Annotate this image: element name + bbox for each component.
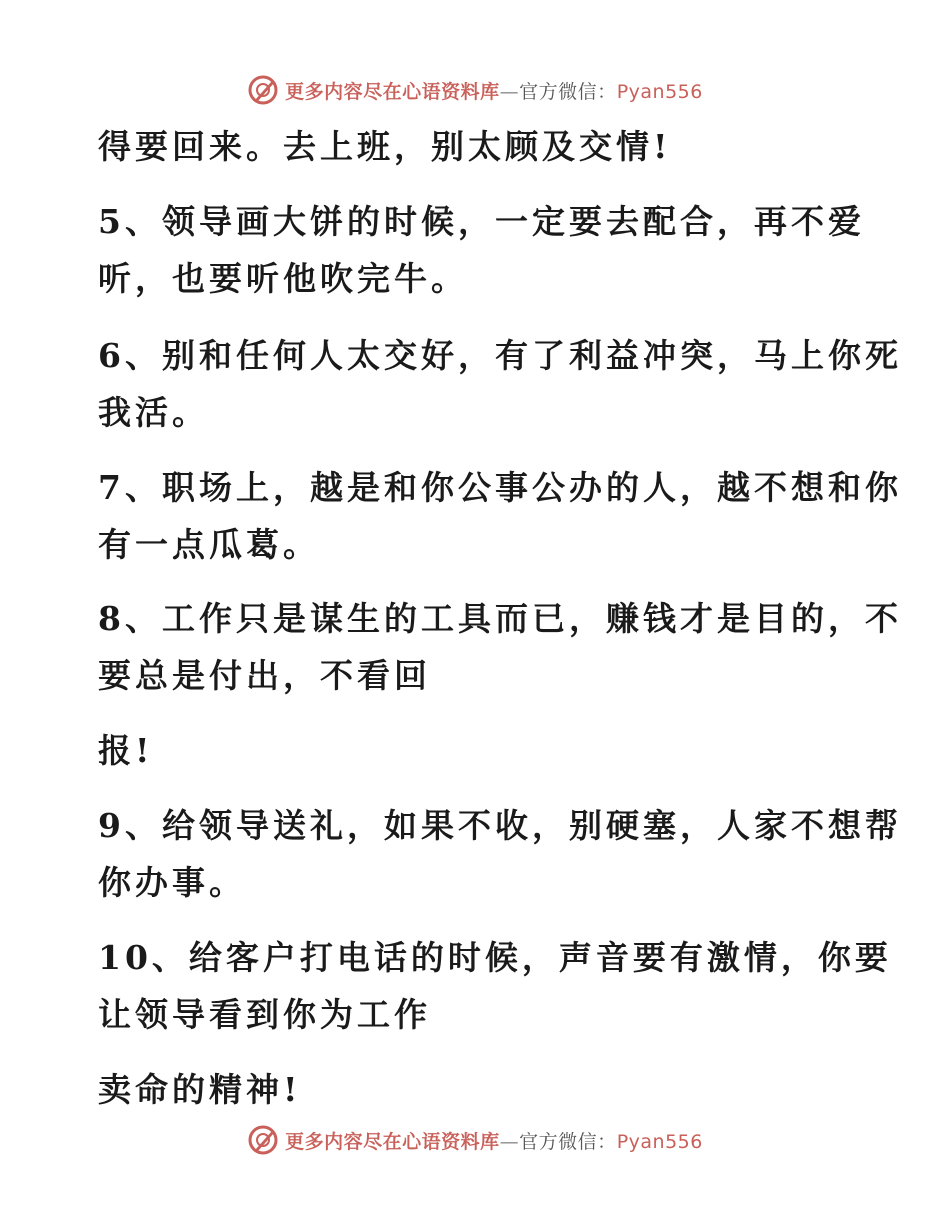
brand-logo-icon	[247, 1124, 279, 1156]
text-line: 你办事。	[98, 863, 246, 902]
text-line: 7、职场上，越是和你公事公办的人，越不想和你	[98, 468, 902, 507]
text-line: 9、给领导送礼，如果不收，别硬塞，人家不想帮	[98, 806, 902, 845]
text-line: 听，也要听他吹完牛。	[98, 259, 468, 298]
watermark-id: Pyan556	[616, 1130, 703, 1153]
watermark-text	[285, 77, 703, 104]
watermark-id: Pyan556	[616, 80, 703, 103]
watermark-lead: 更多内容尽在心语资料库	[285, 1130, 500, 1153]
text-line: 报!	[98, 731, 154, 770]
watermark-tail: 官方微信：	[519, 80, 617, 103]
text-line: 得要回来。去上班，别太顾及交情!	[98, 127, 672, 166]
watermark-dash: —	[499, 80, 520, 103]
text-line: 要总是付出，不看回	[98, 656, 431, 695]
header-watermark	[0, 70, 950, 110]
text-line: 让领导看到你为工作	[98, 995, 431, 1034]
watermark-lead: 更多内容尽在心语资料库	[285, 80, 500, 103]
text-line: 10、给客户打电话的时候，声音要有激情，你要	[98, 938, 892, 977]
text-line: 卖命的精神!	[98, 1070, 302, 1109]
watermark-text	[285, 1127, 703, 1154]
footer-watermark	[0, 1120, 950, 1160]
text-line: 有一点瓜葛。	[98, 525, 320, 564]
text-line: 5、领导画大饼的时候，一定要去配合，再不爱	[98, 202, 865, 241]
watermark-tail: 官方微信：	[519, 1130, 617, 1153]
text-line: 6、别和任何人太交好，有了利益冲突，马上你死	[98, 336, 902, 375]
brand-logo-icon	[247, 74, 279, 106]
text-line: 8、工作只是谋生的工具而已，赚钱才是目的，不	[98, 599, 902, 638]
watermark-dash: —	[499, 1130, 520, 1153]
text-line: 我活。	[98, 393, 209, 432]
